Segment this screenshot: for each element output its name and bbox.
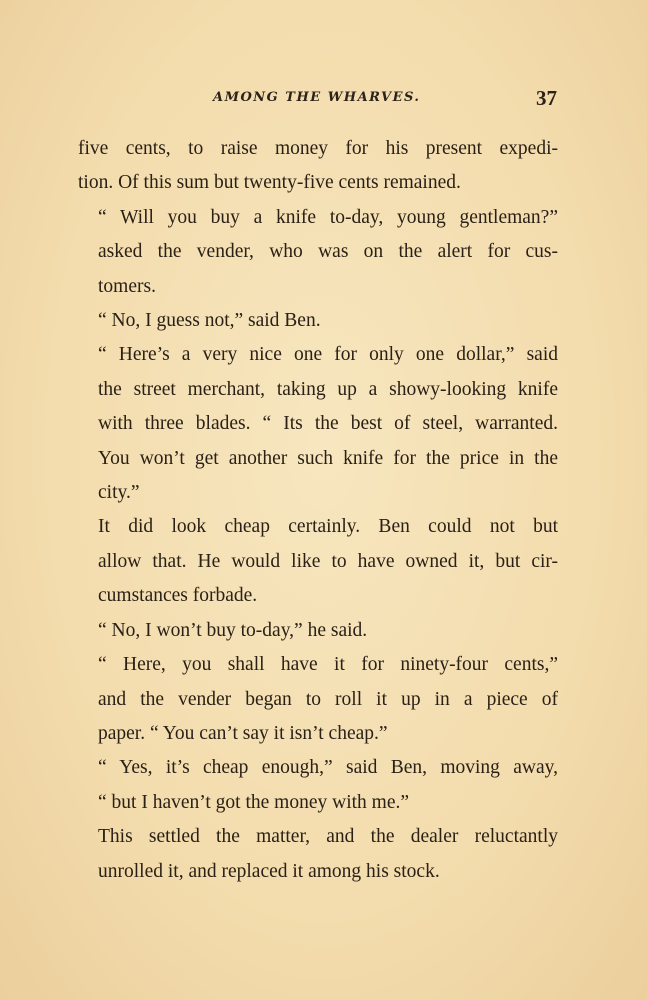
page-number: 37 <box>536 86 557 110</box>
text-line: “ Here’s a very nice one for only one dollar,” said <box>98 344 558 366</box>
paragraph <box>78 614 558 648</box>
paragraph <box>78 820 558 889</box>
text-line: “ Will you buy a knife to-day, young gentleman?” <box>98 206 558 228</box>
text-line: five cents, to raise money for his present expedi- <box>78 138 558 159</box>
text-line: “ No, I guess not,” said Ben. <box>98 310 321 332</box>
text-line: tion. Of this sum but twenty-five cents remained. <box>78 172 461 194</box>
text-line: cumstances forbade. <box>98 585 258 607</box>
text-line: asked the vender, who was on the alert for cus- <box>98 241 558 263</box>
text-line: This settled the matter, and the dealer reluctantly <box>98 826 558 848</box>
text-line: “ No, I won’t buy to-day,” he said. <box>98 619 368 641</box>
text-line: the street merchant, taking up a showy-looking knife <box>98 378 558 400</box>
paragraph <box>78 201 558 304</box>
text-line: “ but I haven’t got the money with me.” <box>98 791 410 813</box>
page-header <box>0 86 647 114</box>
text-line: allow that. He would like to have owned it, but cir- <box>98 550 558 572</box>
running-head: AMONG THE WHARVES. <box>213 90 421 105</box>
text-line: tomers. <box>98 275 156 297</box>
paragraph <box>78 751 558 820</box>
paragraph <box>78 510 558 613</box>
text-line: It did look cheap certainly. Ben could not but <box>98 516 558 538</box>
text-line: city.” <box>98 482 140 504</box>
text-line: You won’t get another such knife for the price in the <box>98 447 558 469</box>
text-line: “ Here, you shall have it for ninety-four cents,” <box>98 654 558 676</box>
text-line: with three blades. “ Its the best of steel, warranted. <box>98 413 558 435</box>
text-line: and the vender began to roll it up in a piece of <box>98 688 558 710</box>
text-line: paper. “ You can’t say it isn’t cheap.” <box>98 722 388 744</box>
paragraph <box>78 648 558 751</box>
text-line: unrolled it, and replaced it among his stock. <box>98 860 440 882</box>
paragraph <box>78 338 558 510</box>
body-text <box>78 132 558 889</box>
text-line: “ Yes, it’s cheap enough,” said Ben, moving away, <box>98 757 558 779</box>
paragraph <box>78 132 558 201</box>
paragraph <box>78 304 558 338</box>
